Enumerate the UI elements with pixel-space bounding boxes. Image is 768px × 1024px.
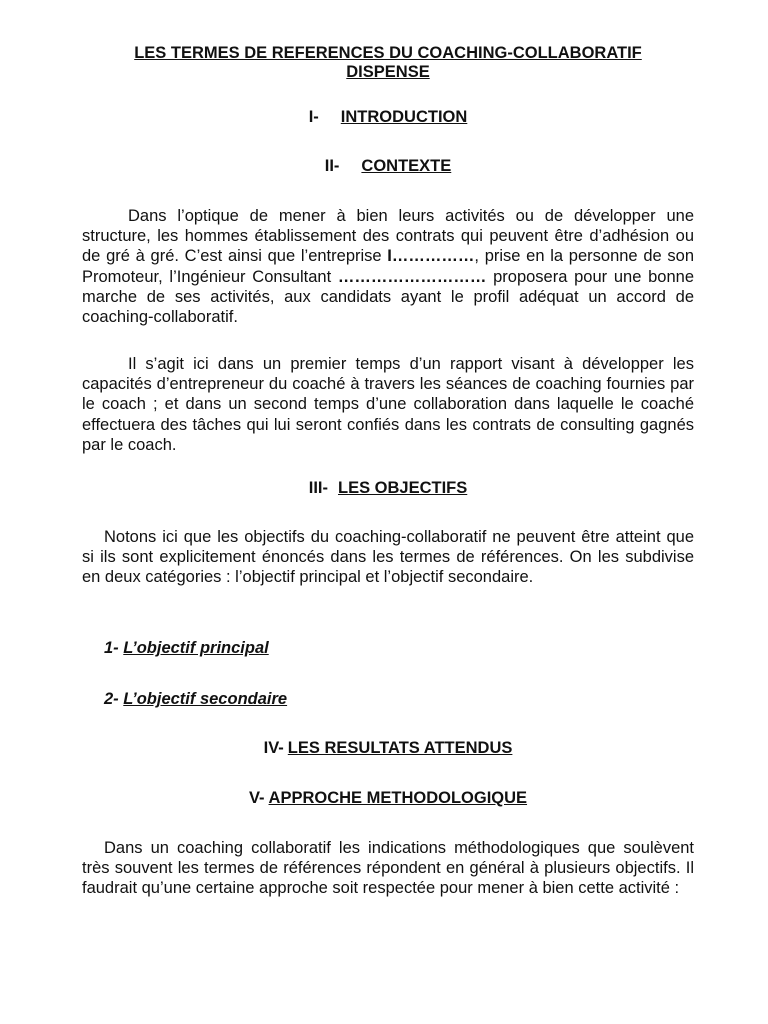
section-title: INTRODUCTION [340,108,468,126]
subsection-number: 1- [104,639,119,657]
enterprise-blank: I…………… [387,247,475,266]
contexte-text-2: , prise en la personne de son Promoteur, l’Ingénieur Consultant [82,247,694,286]
document-title [82,44,694,82]
section-title: CONTEXTE [361,157,452,175]
section-heading-contexte [82,156,694,176]
section-number: IV- [263,739,284,757]
subsection-objectif-secondaire [104,689,287,709]
section-heading-approche [82,788,694,808]
subsection-title: L’objectif principal [123,639,269,657]
contexte-text-4: Il s’agit ici dans un premier temps d’un rapport visant à développer les capacités d’entrepreneur du coaché à travers les séances de coaching fournies par le coach ; et dans un second temps d’une collaboration dans laquelle le coaché effectuera des tâches qui lui seront confiés dans les contrats de consulting gagnés par le coach. [82,355,694,454]
subsection-title: L’objectif secondaire [123,690,288,708]
section-number: II- [324,157,340,175]
section-heading-resultats [82,738,694,758]
objectifs-text: Notons ici que les objectifs du coaching-collaboratif ne peuvent être atteint que si ils sont explicitement énoncés dans les termes de références. On les subdivise en deux catégories : l’objectif principal et l’objectif secondaire. [82,528,694,587]
section-number: III- [308,479,328,497]
section-title: APPROCHE METHODOLOGIQUE [268,789,528,807]
contexte-paragraph-1 [82,206,694,327]
methodo-text: Dans un coaching collaboratif les indications méthodologiques que soulèvent très souvent les termes de références répondent en général à plusieurs objectifs. Il faudrait qu’une certaine approche soit respectée pour mener à bien cette activité : [82,839,694,898]
consultant-blank: ……………………… [337,267,487,286]
subsection-number: 2- [104,690,119,708]
section-heading-introduction [82,107,694,127]
contexte-text-3: proposera pour une bonne marche de ses activités, aux candidats ayant le profil adéquat un accord de coaching-collaboratif. [82,267,694,327]
section-number: I- [308,108,319,126]
title-line-2: DISPENSE [346,63,430,81]
subsection-objectif-principal [104,638,269,658]
title-line-1: LES TERMES DE REFERENCES DU COACHING-COLLABORATIF [134,44,642,62]
objectifs-paragraph [82,527,694,588]
section-number: V- [248,789,265,807]
contexte-text-1: Dans l’optique de mener à bien leurs activités ou de développer une structure, les hommes établissement des contrats qui peuvent être d’adhésion ou de gré à gré. C’est ainsi que l’entreprise [82,207,694,266]
methodo-paragraph [82,838,694,899]
section-title: LES RESULTATS ATTENDUS [287,739,513,757]
section-heading-objectifs [82,478,694,498]
contexte-paragraph-2 [82,354,694,455]
section-title: LES OBJECTIFS [337,479,468,497]
